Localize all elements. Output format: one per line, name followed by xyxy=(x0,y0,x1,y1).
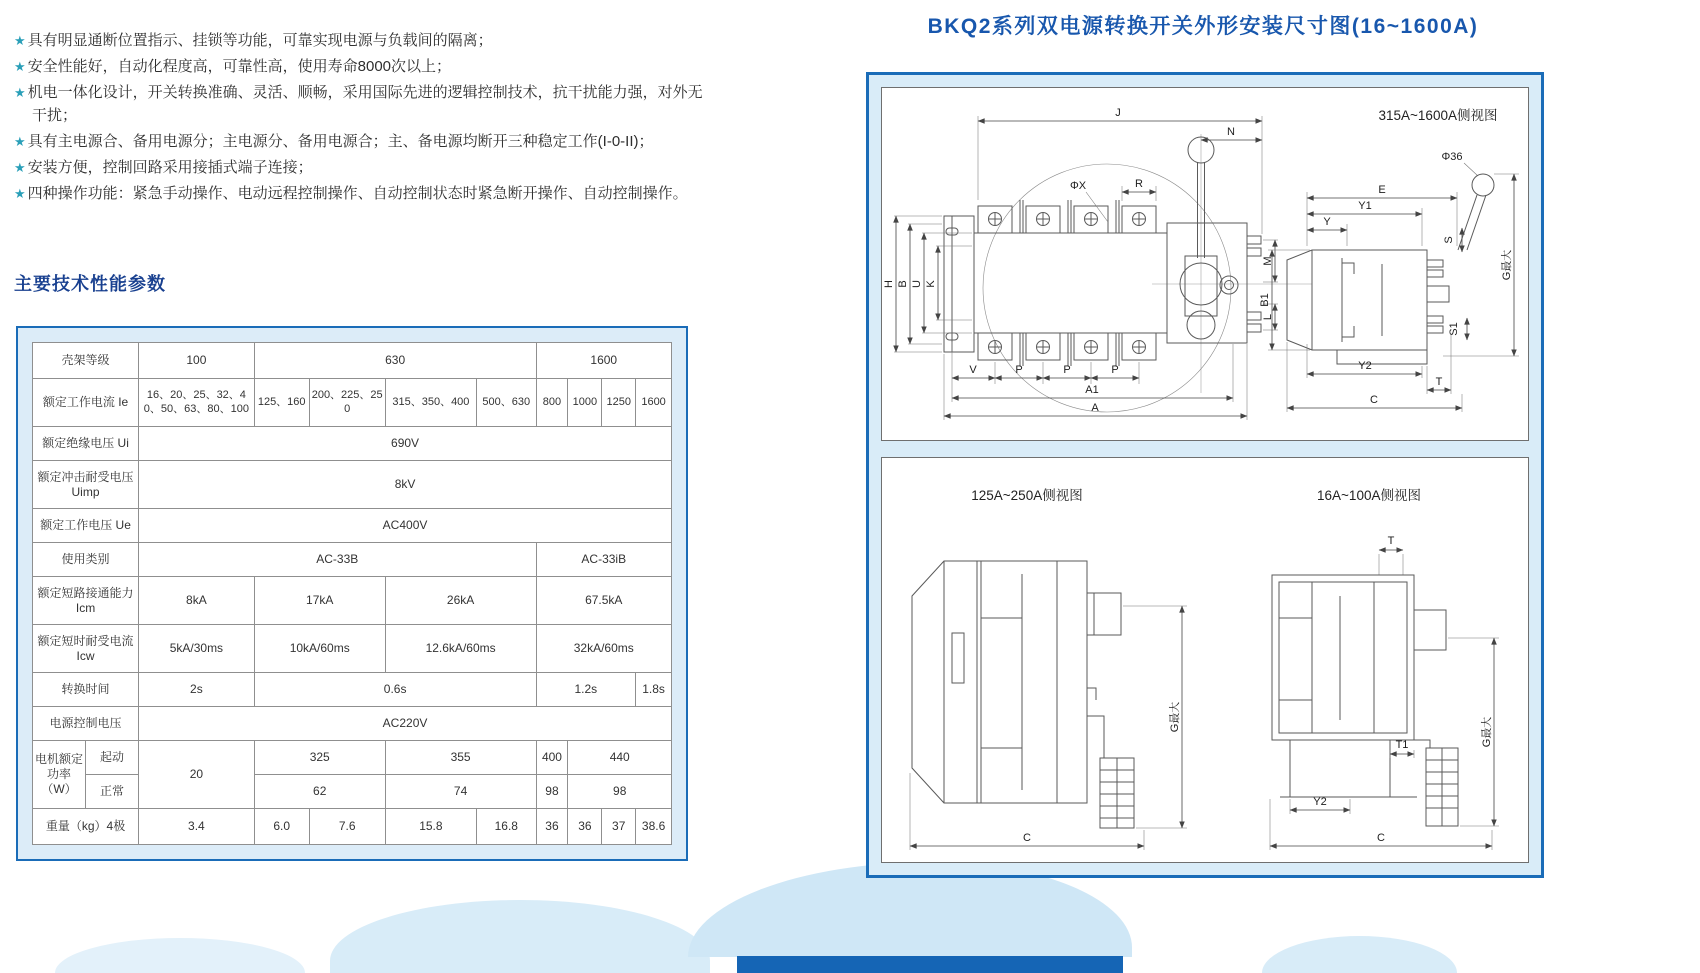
star-bullet-icon: ★ xyxy=(14,59,26,74)
dim-label-s1: S1 xyxy=(1448,322,1460,336)
dim-label-t: T xyxy=(1435,376,1443,388)
view-caption: 315A~1600A侧视图 xyxy=(1378,108,1498,123)
cell-uimp: 8kV xyxy=(139,461,672,509)
cell-motor-normal: 62 xyxy=(254,775,385,809)
cell-frame-630: 630 xyxy=(254,343,536,379)
dim-label-c: C xyxy=(1370,394,1378,406)
table-row xyxy=(33,509,672,543)
cell-frame-100: 100 xyxy=(139,343,255,379)
row-label: 额定工作电流 Ie xyxy=(33,379,139,427)
dim-label-y: Y xyxy=(1323,216,1331,228)
dim-label-y2: Y2 xyxy=(1313,796,1327,808)
cell-frame-1600: 1600 xyxy=(536,343,672,379)
cell-icw: 12.6kA/60ms xyxy=(385,625,536,673)
row-label: 使用类别 xyxy=(33,543,139,577)
cell-weight: 3.4 xyxy=(139,809,255,845)
dim-label-c: C xyxy=(1377,832,1385,844)
dim-label-gmax: G最大 xyxy=(1481,716,1493,748)
dim-label-phi36: Φ36 xyxy=(1441,151,1463,163)
cell-motor-shared: 20 xyxy=(139,741,255,809)
table-row xyxy=(33,427,672,461)
side-view-125-drawing xyxy=(910,488,1187,850)
table-row xyxy=(33,809,672,845)
dim-label-a1: A1 xyxy=(1085,384,1099,396)
row-label-motor: 电机额定功率（W） xyxy=(33,741,86,809)
drawing-small-frames xyxy=(882,458,1528,862)
cell-weight: 7.6 xyxy=(309,809,385,845)
table-row xyxy=(33,577,672,625)
star-bullet-icon: ★ xyxy=(14,160,26,175)
dim-label-h: H xyxy=(883,280,895,288)
cell-icw: 10kA/60ms xyxy=(254,625,385,673)
table-row xyxy=(33,775,672,809)
row-label: 壳架等级 xyxy=(33,343,139,379)
cell-category-left: AC-33B xyxy=(139,543,536,577)
feature-text: 安全性能好，自动化程度高，可靠性高，使用寿命8000次以上； xyxy=(27,58,452,75)
feature-text: 机电一体化设计，开关转换准确、灵活、顺畅，采用国际先进的逻辑控制技术，抗干扰能力强，对外无干扰； xyxy=(27,84,703,124)
row-label: 电源控制电压 xyxy=(33,707,139,741)
cell-motor-normal: 98 xyxy=(536,775,568,809)
dim-label-t1: T1 xyxy=(1395,739,1409,751)
cell-ue: AC400V xyxy=(139,509,672,543)
cell-current: 1000 xyxy=(568,379,602,427)
map-decoration-left xyxy=(55,938,305,973)
cell-weight: 15.8 xyxy=(385,809,476,845)
star-bullet-icon: ★ xyxy=(14,134,26,149)
spec-table-panel xyxy=(16,326,688,861)
feature-item xyxy=(14,81,704,127)
cell-icm: 26kA xyxy=(385,577,536,625)
row-label: 转换时间 xyxy=(33,673,139,707)
sub-label-normal: 正常 xyxy=(86,775,139,809)
sub-label-start: 起动 xyxy=(86,741,139,775)
feature-item xyxy=(14,130,704,153)
front-view-drawing xyxy=(883,107,1312,420)
cell-icm: 8kA xyxy=(139,577,255,625)
page-title: BKQ2系列双电源转换开关外形安装尺寸图(16~1600A) xyxy=(927,15,1479,38)
row-label: 重量（kg）4极 xyxy=(33,809,139,845)
dim-label-b: B xyxy=(897,280,909,288)
dim-label-m: M xyxy=(1262,256,1274,266)
cell-weight: 37 xyxy=(602,809,636,845)
dim-label-n: N xyxy=(1227,126,1235,138)
feature-text: 安装方便，控制回路采用接插式端子连接； xyxy=(27,159,313,176)
side-view-315-drawing xyxy=(1259,108,1519,412)
star-bullet-icon: ★ xyxy=(14,85,26,100)
feature-list xyxy=(14,26,704,208)
cell-transfer: 1.2s xyxy=(536,673,636,707)
dim-label-k: K xyxy=(925,280,937,288)
dim-label-y1: Y1 xyxy=(1358,200,1372,212)
dim-label-b1: B1 xyxy=(1259,293,1271,307)
view-caption: 125A~250A侧视图 xyxy=(971,488,1083,503)
map-decoration-bottom-right xyxy=(1262,936,1457,973)
table-row xyxy=(33,707,672,741)
cell-current: 16、20、25、32、40、50、63、80、100 xyxy=(139,379,255,427)
cell-motor-start: 355 xyxy=(385,741,536,775)
cell-weight: 38.6 xyxy=(636,809,672,845)
view-caption: 16A~100A侧视图 xyxy=(1317,488,1421,503)
cell-current: 125、160 xyxy=(254,379,309,427)
feature-item xyxy=(14,55,704,78)
cell-current: 315、350、400 xyxy=(385,379,476,427)
feature-text: 具有主电源合、备用电源分；主电源分、备用电源合；主、备电源均断开三种稳定工作(I-0-II)； xyxy=(27,133,654,150)
dim-label-s: S xyxy=(1443,236,1455,244)
cell-icw: 5kA/30ms xyxy=(139,625,255,673)
dim-label-v: V xyxy=(969,364,977,376)
cell-motor-normal: 74 xyxy=(385,775,536,809)
dim-label-a: A xyxy=(1091,402,1099,414)
cell-ui: 690V xyxy=(139,427,672,461)
feature-item xyxy=(14,182,704,205)
cell-current: 200、225、250 xyxy=(309,379,385,427)
star-bullet-icon: ★ xyxy=(14,33,26,48)
table-row xyxy=(33,741,672,775)
dim-label-phix: ΦX xyxy=(1069,180,1087,192)
cell-motor-start: 440 xyxy=(568,741,672,775)
feature-text: 具有明显通断位置指示、挂锁等功能，可靠实现电源与负载间的隔离； xyxy=(27,32,493,49)
dim-label-t: T xyxy=(1387,535,1395,547)
dim-label-gmax: G最大 xyxy=(1169,701,1181,733)
row-label: 额定绝缘电压 Ui xyxy=(33,427,139,461)
table-row xyxy=(33,625,672,673)
cell-category-right: AC-33iB xyxy=(536,543,672,577)
cell-control: AC220V xyxy=(139,707,672,741)
dim-label-gmax: G最大 xyxy=(1501,249,1513,281)
cell-icm: 17kA xyxy=(254,577,385,625)
panel-315-1600 xyxy=(881,87,1529,441)
cell-weight: 16.8 xyxy=(477,809,536,845)
feature-item xyxy=(14,156,704,179)
section-title: 主要技术性能参数 xyxy=(14,274,166,294)
cell-transfer: 0.6s xyxy=(254,673,536,707)
side-view-16-drawing xyxy=(1270,488,1499,850)
cell-motor-start: 400 xyxy=(536,741,568,775)
dim-label-u: U xyxy=(911,280,923,288)
footer-blue-bar xyxy=(737,956,1123,973)
dim-label-j: J xyxy=(1115,107,1121,119)
cell-icw: 32kA/60ms xyxy=(536,625,672,673)
row-label: 额定工作电压 Ue xyxy=(33,509,139,543)
dim-label-p: P xyxy=(1111,364,1119,376)
dim-label-c: C xyxy=(1023,832,1031,844)
cell-icm: 67.5kA xyxy=(536,577,672,625)
table-row xyxy=(33,461,672,509)
cell-weight: 36 xyxy=(568,809,602,845)
cell-weight: 6.0 xyxy=(254,809,309,845)
dim-label-r: R xyxy=(1135,178,1143,190)
feature-text: 四种操作功能：紧急手动操作、电动远程控制操作、自动控制状态时紧急断开操作、自动控制操作。 xyxy=(27,185,688,202)
row-label: 额定冲击耐受电压 Uimp xyxy=(33,461,139,509)
cell-current: 1600 xyxy=(636,379,672,427)
cell-weight: 36 xyxy=(536,809,568,845)
star-bullet-icon: ★ xyxy=(14,186,26,201)
drawing-315-1600 xyxy=(882,88,1528,440)
cell-current: 500、630 xyxy=(477,379,536,427)
cell-transfer: 1.8s xyxy=(636,673,672,707)
dim-label-p: P xyxy=(1063,364,1071,376)
map-decoration-bottom-left xyxy=(330,900,710,973)
cell-transfer: 2s xyxy=(139,673,255,707)
dim-label-e: E xyxy=(1378,184,1386,196)
dim-label-y2: Y2 xyxy=(1358,360,1372,372)
feature-item xyxy=(14,29,704,52)
spec-table xyxy=(32,342,672,845)
cell-motor-start: 325 xyxy=(254,741,385,775)
cell-current: 800 xyxy=(536,379,568,427)
table-row xyxy=(33,543,672,577)
dimension-diagrams-box xyxy=(866,72,1544,878)
row-label: 额定短路接通能力 Icm xyxy=(33,577,139,625)
panel-small-frames xyxy=(881,457,1529,863)
table-row xyxy=(33,673,672,707)
cell-motor-normal: 98 xyxy=(568,775,672,809)
table-row xyxy=(33,343,672,379)
cell-current: 1250 xyxy=(602,379,636,427)
dim-label-l: L xyxy=(1262,313,1274,321)
dim-label-p: P xyxy=(1015,364,1023,376)
table-row xyxy=(33,379,672,427)
row-label: 额定短时耐受电流 Icw xyxy=(33,625,139,673)
